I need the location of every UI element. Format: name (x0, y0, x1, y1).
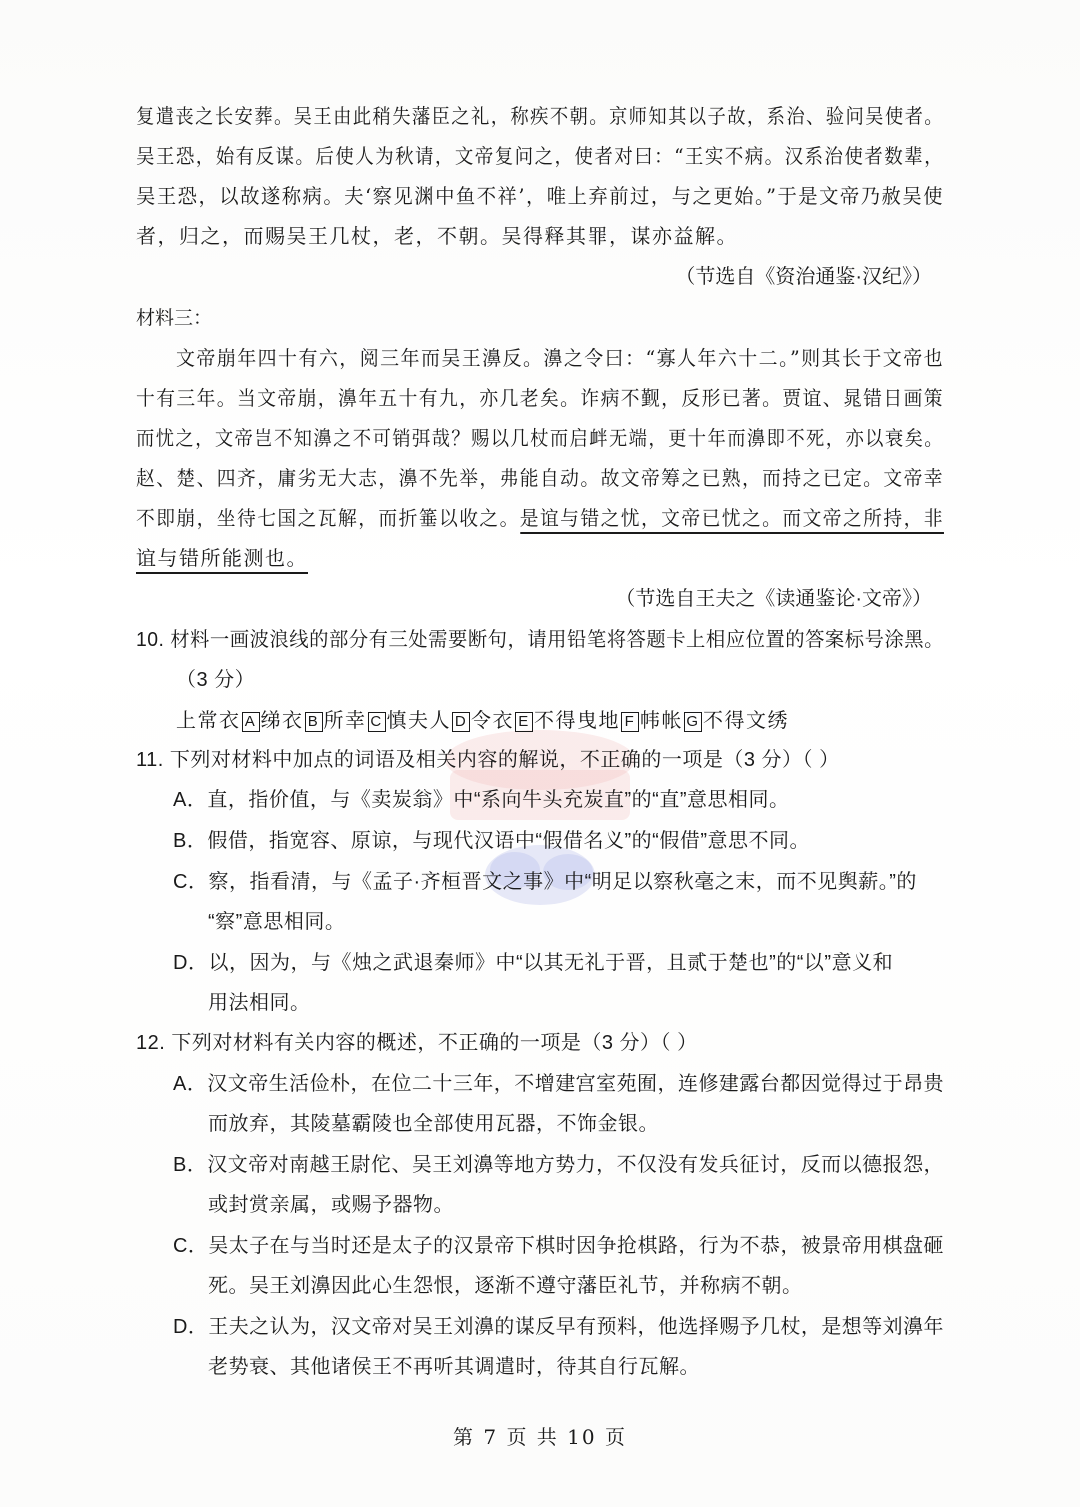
passage-line: 十有三年。当文帝崩，濞年五十有九，亦几老矣。诈病不觐，反形已著。贾谊、晁错日画策 (136, 386, 944, 410)
passage-line (136, 545, 308, 571)
page-number: 第 7 页 共 10 页 (453, 1425, 627, 1449)
question-12-option-a-cont: 而放弃，其陵墓霸陵也全部使用瓦器，不饰金银。 (208, 1113, 659, 1135)
question-12-option-c: C．吴太子在与当时还是太子的汉景帝下棋时因争抢棋路，行为不恭，被景帝用棋盘砸 (173, 1235, 944, 1257)
segment-text: 慎夫人 (386, 708, 451, 732)
passage-line (136, 505, 944, 531)
underlined-sentence: 是谊与错之忧，文帝已忧之。而文帝之所持，非 (520, 506, 944, 534)
source-citation: （节选自王夫之《读通鉴论·文帝》） (615, 588, 932, 610)
question-11-option-d: D．以，因为，与《烛之武退秦师》中“以其无礼于晋，且贰于楚也”的“以”意义和 (173, 952, 894, 974)
passage-line: 赵、楚、四齐，庸劣无大志，濞不先举，弗能自动。故文帝筹之已熟，而持之已定。文帝幸 (136, 466, 944, 490)
segment-text: 不得曳地 (534, 708, 620, 732)
segment-text: 绨衣 (260, 708, 304, 732)
segment-text: 帏帐 (640, 708, 683, 732)
break-option-g[interactable]: G (684, 712, 702, 732)
break-option-c[interactable]: C (368, 712, 386, 732)
question-10-stem: 10. 材料一画波浪线的部分有三处需要断句，请用铅笔将答题卡上相应位置的答案标号涂黑。 (136, 629, 944, 651)
passage-line: 而忧之，文帝岂不知濞之不可销弭哉？赐以几杖而启衅无端，更十年而濞即不死，亦以衰矣。 (136, 426, 944, 450)
passage-line: 复遣丧之长安葬。吴王由此稍失藩臣之礼，称疾不朝。京师知其以子故，系治、验问吴使者。 (136, 104, 944, 128)
break-option-d[interactable]: D (452, 712, 470, 732)
question-10-sentence (176, 707, 789, 733)
break-option-b[interactable]: B (305, 712, 323, 732)
question-12-option-d-cont: 老势衰、其他诸侯王不再听其调遣时，待其自行瓦解。 (208, 1356, 700, 1378)
passage-line: 吴王恐，以故遂称病。夫‘察见渊中鱼不祥’，唯上弃前过，与之更始。”于是文帝乃赦吴使 (136, 184, 945, 208)
question-11-option-a: A．直，指价值，与《卖炭翁》中“系向牛头充炭直”的“直”意思相同。 (173, 789, 790, 811)
question-12-option-d: D．王夫之认为，汉文帝对吴王刘濞的谋反早有预料，他选择赐予几杖，是想等刘濞年 (173, 1316, 944, 1338)
question-11-option-d-cont: 用法相同。 (208, 992, 311, 1014)
passage-line: 吴王恐，始有反谋。后使人为秋请，文帝复问之，使者对曰：“王实不病。汉系治使者数辈， (136, 144, 945, 168)
question-11-option-b: B．假借，指宽容、原谅，与现代汉语中“假借名义”的“假借”意思不同。 (173, 830, 810, 852)
question-11-stem: 11. 下列对材料中加点的词语及相关内容的解说，不正确的一项是（3 分）（ ） (136, 749, 840, 771)
source-citation: （节选自《资治通鉴·汉纪》） (675, 266, 932, 288)
passage-text: 不即崩，坐待七国之瓦解，而折箠以收之。 (136, 506, 520, 530)
question-11-option-c-cont: “察”意思相同。 (208, 911, 346, 933)
question-12-option-c-cont: 死。吴王刘濞因此心生怨恨，逐渐不遵守藩臣礼节，并称病不朝。 (208, 1275, 803, 1297)
question-12-option-b: B．汉文帝对南越王尉佗、吴王刘濞等地方势力，不仅没有发兵征讨，反而以德报怨， (173, 1154, 945, 1176)
passage-line: 者，归之，而赐吴王几杖，老，不朝。吴得释其罪，谋亦益解。 (136, 224, 738, 248)
passage-line: 文帝崩年四十有六，阅三年而吴王濞反。濞之令曰：“寡人年六十二。”则其长于文帝也 (176, 346, 945, 370)
question-12-stem: 12. 下列对材料有关内容的概述，不正确的一项是（3 分）（ ） (136, 1032, 698, 1054)
segment-text: 上常衣 (176, 708, 241, 732)
underlined-sentence: 谊与错所能测也。 (136, 546, 308, 574)
segment-text: 所幸 (323, 708, 367, 732)
break-option-a[interactable]: A (242, 712, 260, 732)
break-option-f[interactable]: F (621, 712, 639, 732)
break-option-e[interactable]: E (515, 712, 533, 732)
question-12-option-b-cont: 或封赏亲属，或赐予器物。 (208, 1194, 454, 1216)
segment-text: 不得文绣 (703, 708, 789, 732)
material-three-label: 材料三： (136, 308, 213, 329)
question-11-option-c: C．察，指看清，与《孟子·齐桓晋文之事》中“明足以察秋毫之末，而不见舆薪。”的 (173, 871, 917, 893)
question-10-score: （3 分） (176, 669, 256, 691)
question-12-option-a: A．汉文帝生活俭朴，在位二十三年，不增建宫室苑囿，连修建露台都因觉得过于昂贵 (173, 1073, 945, 1095)
segment-text: 令衣 (471, 708, 514, 732)
